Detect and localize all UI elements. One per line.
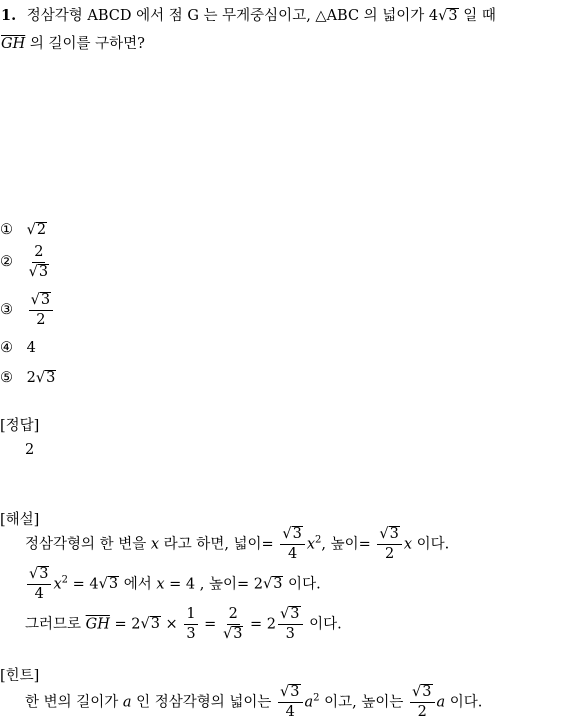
choice-mark: ⑤: [0, 370, 13, 386]
fraction: $\frac{2}{√3}$: [28, 244, 49, 280]
fraction: $\frac{√3}{4}$: [278, 684, 302, 721]
segment-gh: $\overline{GH}$: [1, 36, 26, 52]
choice-3[interactable]: [0, 292, 55, 329]
explanation-line-3: 그러므로 $\overline{GH} = 2√3$ × $\frac{1}{3}$ = $\frac{2}{√3}$ = 2 $\frac{√3}{3}$ 이다.: [25, 606, 342, 642]
fraction: $\frac{√3}{3}$: [278, 606, 302, 643]
choice-text: 4: [26, 340, 36, 356]
explanation-line-2: $\frac{√3}{4}$ $x^2 = 4√3$ 에서 x = 4 , 높이= 2√3 이다.: [29, 566, 321, 602]
fraction: $\frac{√3}{2}$: [410, 684, 434, 721]
choice-5[interactable]: ⑤ 2√3: [0, 370, 56, 386]
choice-2[interactable]: [0, 244, 51, 281]
problem-number: 1.: [1, 7, 17, 24]
fraction: $\frac{√3}{4}$: [280, 526, 304, 563]
choice-mark: ②: [0, 254, 13, 271]
fraction: $\frac{2}{√3}$: [222, 606, 243, 642]
answer-value: 2: [25, 442, 35, 458]
fraction: $\frac{√3}{2}$: [377, 526, 401, 563]
choice-mark: ③: [0, 302, 13, 319]
fraction: $\frac{1}{3}$: [186, 606, 196, 642]
fraction: $\frac{√3}{4}$: [27, 566, 51, 603]
problem-line-2: [1, 32, 145, 53]
problem-question: 의 길이를 구하면?: [25, 36, 145, 52]
sqrt-sign: √3: [35, 370, 56, 386]
problem-line-1: [1, 4, 496, 25]
fraction: $\frac{√3}{2}$: [29, 292, 53, 329]
choice-mark: ④: [0, 340, 13, 356]
sqrt-sign: √2: [26, 222, 47, 238]
choice-mark: ①: [0, 222, 13, 238]
answer-label: [정답]: [0, 418, 40, 434]
choice-1[interactable]: [0, 222, 47, 239]
hint-line: 한 변의 길이가 a 인 정삼각형의 넓이는 $\frac{√3}{4}$ $a^2$ 이고, 높이는 $\frac{√3}{2}$ a 이다.: [25, 684, 483, 720]
choice-4[interactable]: [0, 340, 36, 356]
sqrt-sign: √3: [438, 8, 458, 24]
hint-label: [힌트]: [0, 668, 40, 684]
explanation-label: [해설]: [0, 512, 40, 528]
problem-text-end: 일 때: [458, 8, 496, 24]
problem-text: 정삼각형 ABCD 에서 점 G 는 무게중심이고, △ABC 의 넓이가 4: [26, 8, 439, 24]
explanation-line-1: 정삼각형의 한 변을 x 라고 하면, 넓이= $\frac{√3}{4}$ $x^2$, 높이= $\frac{√3}{2}$ x 이다.: [25, 526, 450, 562]
